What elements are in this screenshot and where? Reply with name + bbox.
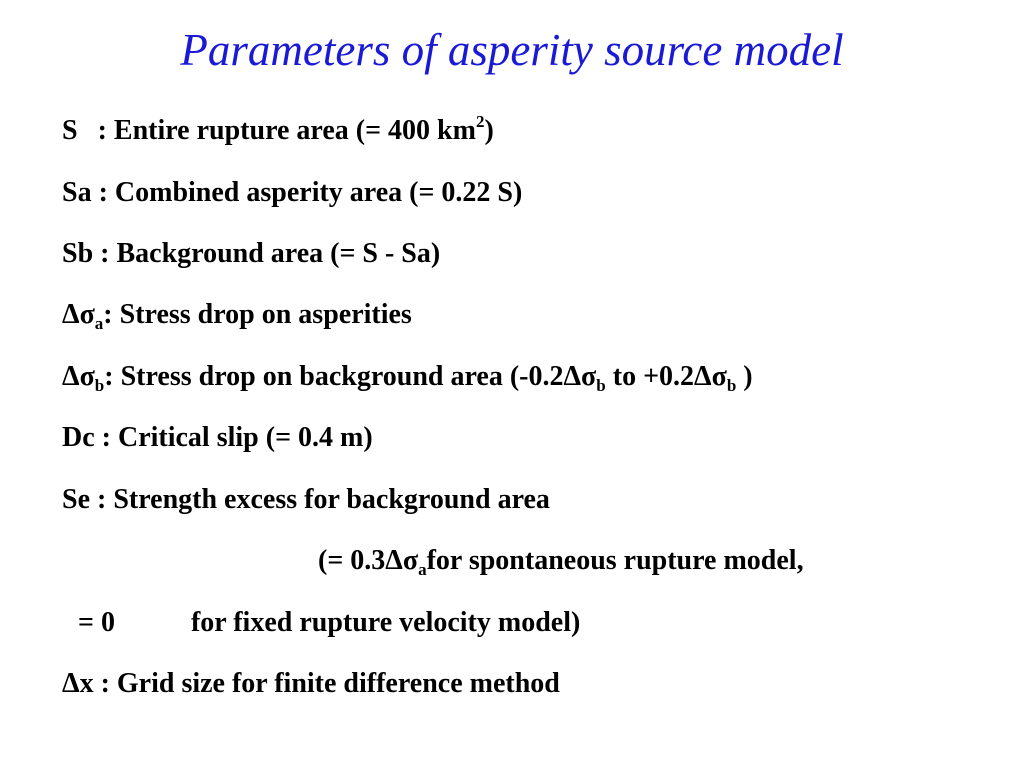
param-s-close: ) xyxy=(484,115,494,146)
param-dsb-desc: : Stress drop on background area (-0.2 xyxy=(104,361,564,392)
param-se3-label: = 0 xyxy=(78,607,115,638)
param-dsa-desc: : Stress drop on asperities xyxy=(103,299,412,330)
param-se2-prefix: (= 0.3 xyxy=(318,545,386,576)
sigma-symbol: σ xyxy=(402,545,419,576)
sigma-symbol: σ xyxy=(79,299,95,330)
param-dsb-end: ) xyxy=(736,361,753,392)
param-sb: Sb : Background area (= S - Sa) xyxy=(62,238,441,269)
param-s-label: S xyxy=(62,115,78,146)
param-s xyxy=(62,112,494,146)
sub-a: a xyxy=(94,314,104,333)
sigma-symbol: σ xyxy=(79,361,95,392)
param-se-fixed xyxy=(78,609,580,637)
delta-symbol: Δ xyxy=(62,361,80,392)
sub-a: a xyxy=(418,560,427,579)
delta-symbol: Δ xyxy=(563,361,582,392)
sigma-symbol: σ xyxy=(711,361,727,392)
param-se2-desc: for spontaneous rupture model, xyxy=(426,545,804,576)
param-delta-x xyxy=(62,670,560,698)
sub-b: b xyxy=(94,376,105,395)
param-delta-sigma-a xyxy=(62,299,412,333)
param-dx-desc: x : Grid size for finite difference method xyxy=(79,668,560,699)
param-se-spontaneous xyxy=(318,545,804,579)
param-se3-desc: for fixed rupture velocity model) xyxy=(190,607,581,638)
delta-symbol: Δ xyxy=(385,545,403,576)
sub-b: b xyxy=(596,376,606,395)
param-delta-sigma-b xyxy=(62,361,753,395)
param-s-sup: 2 xyxy=(475,112,485,131)
param-sa: Sa : Combined asperity area (= 0.22 S) xyxy=(62,177,523,208)
delta-symbol: Δ xyxy=(62,668,80,699)
sub-b: b xyxy=(726,376,737,395)
param-dsb-mid: to +0.2 xyxy=(605,361,695,392)
param-s-desc: : Entire rupture area (= 400 km xyxy=(97,115,476,146)
param-se: Se : Strength excess for background area xyxy=(62,484,550,515)
slide-title: Parameters of asperity source model xyxy=(180,25,844,75)
delta-symbol: Δ xyxy=(694,361,712,392)
param-dc: Dc : Critical slip (= 0.4 m) xyxy=(62,422,373,453)
delta-symbol: Δ xyxy=(62,299,80,330)
sigma-symbol: σ xyxy=(581,361,597,392)
